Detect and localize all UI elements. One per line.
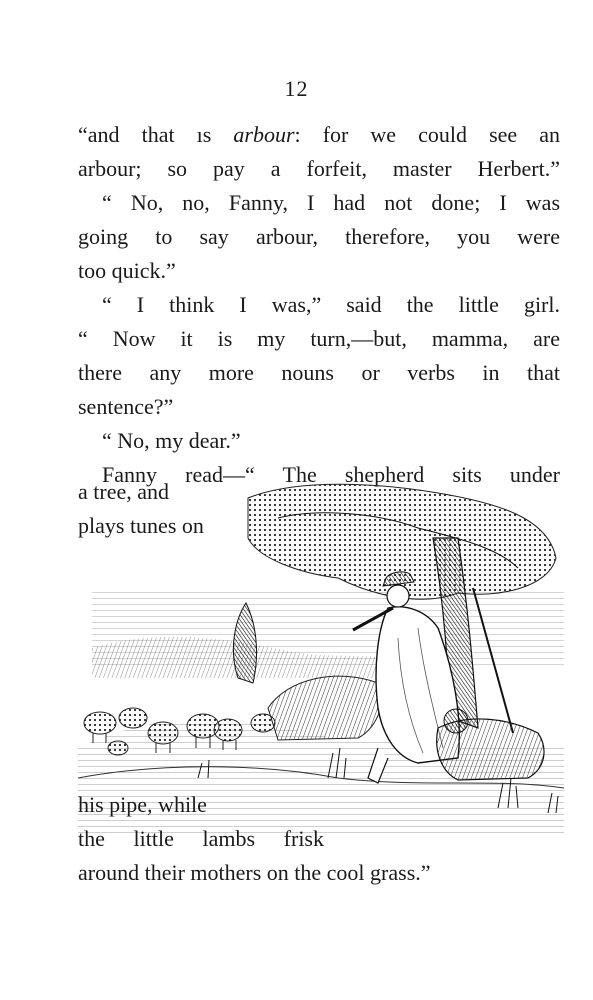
text-line-14: his pipe, while [78, 792, 207, 817]
text-line-1-italic: arbour [233, 122, 295, 147]
text-line-15: the little lambs frisk [78, 826, 324, 851]
text-line-13: plays tunes on [78, 513, 204, 538]
text-line-2: arbour; so pay a forfeit, master Herbert.” [78, 156, 560, 181]
shepherd-illustration [78, 478, 564, 838]
text-line-10: “ No, my dear.” [102, 428, 241, 453]
text-line-16: around their mothers on the cool grass.” [78, 860, 431, 885]
text-line-6: “ I think I was,” said the little girl. [102, 292, 560, 317]
text-line-1-start: “and that ıs [78, 122, 234, 147]
text-line-1 [78, 118, 560, 152]
text-line-3: “ No, no, Fanny, I had not done; I was [102, 190, 560, 215]
text-line-9: sentence?” [78, 394, 174, 419]
page-number: 12 [284, 76, 309, 101]
text-line-12: a tree, and [78, 479, 169, 504]
text-line-11: Fanny read—“ The shepherd sits under [102, 462, 560, 487]
text-line-8: there any more nouns or verbs in that [78, 360, 560, 385]
text-line-1-end: : for we could see an [294, 122, 560, 147]
text-block-top [78, 118, 560, 492]
text-line-4: going to say arbour, therefore, you were [78, 224, 560, 249]
text-line-7: “ Now it is my turn,—but, mamma, are [78, 326, 560, 351]
text-line-5: too quick.” [78, 258, 176, 283]
